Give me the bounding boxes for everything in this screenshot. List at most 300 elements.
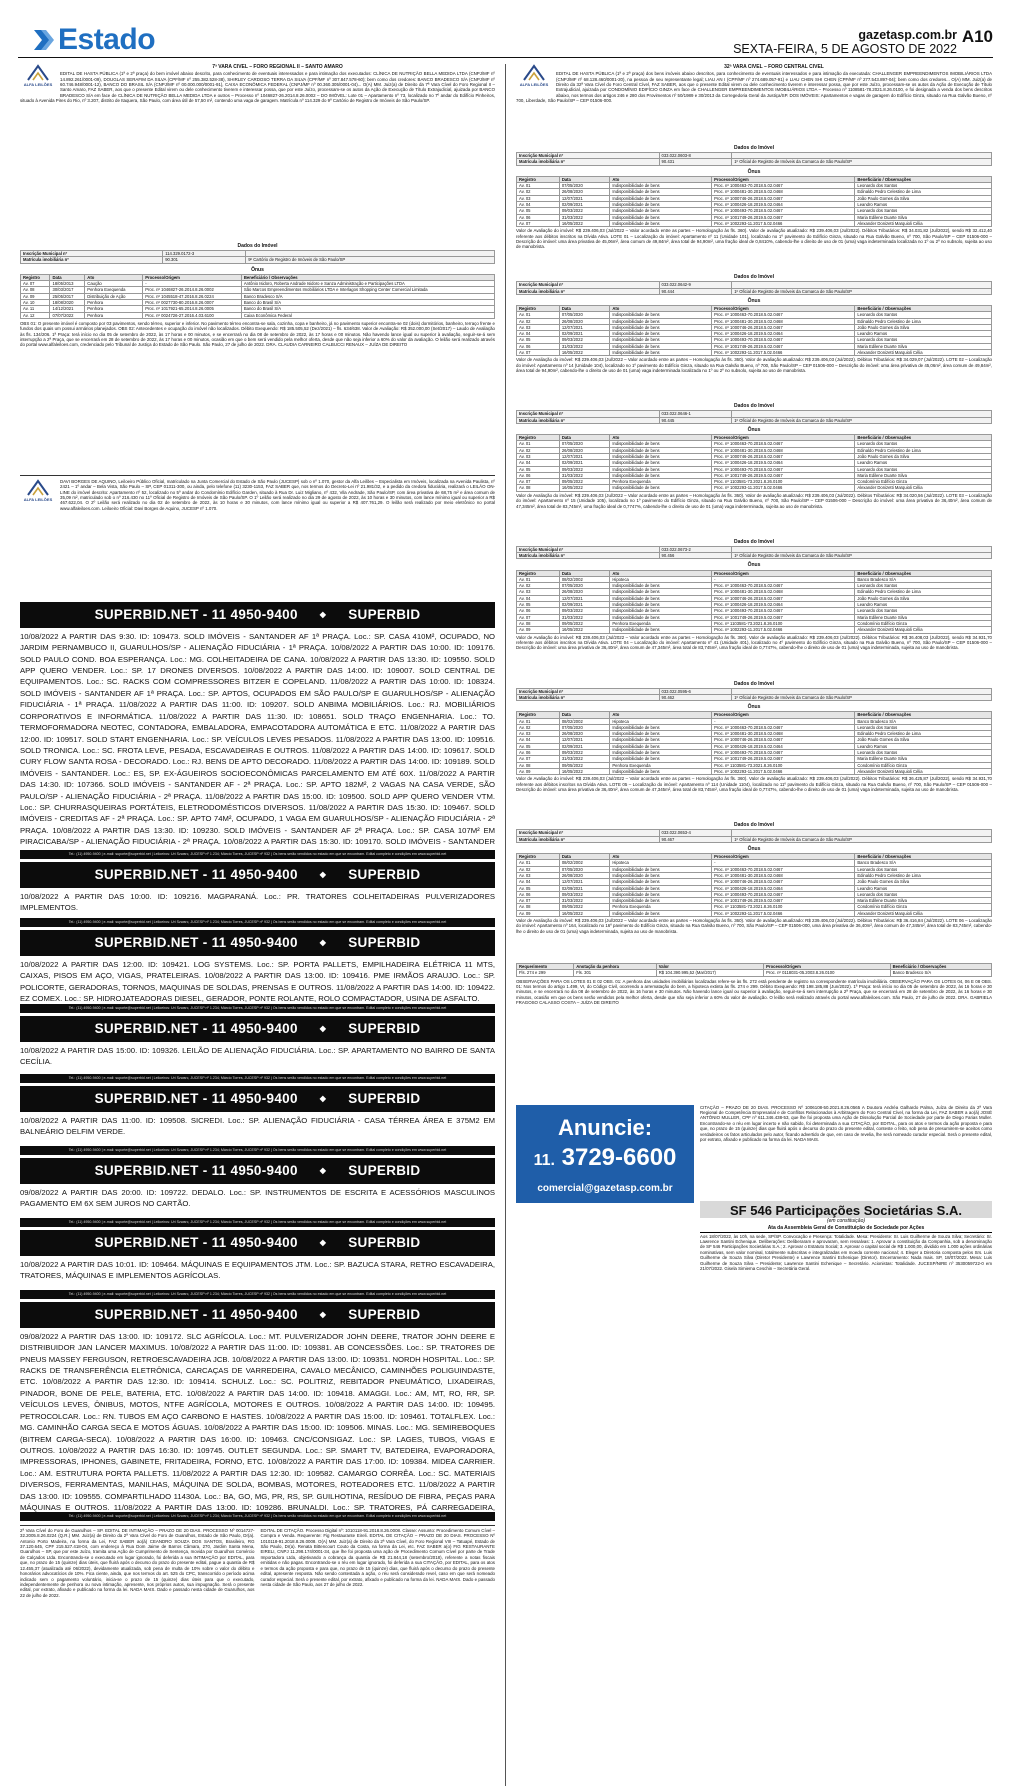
anuncie-ad[interactable]: [516, 1105, 694, 1318]
table-cell: Proc. nº 1000426-18.2019.5.02.0464: [712, 602, 855, 608]
table-cell: Proc. nº 1001749-26.2019.5.02.0467: [712, 614, 855, 620]
superbid-brand: SUPERBID: [348, 1162, 421, 1178]
superbid-ad[interactable]: [20, 1302, 495, 1521]
table-cell: 09/05/2022: [559, 479, 610, 485]
table-cell: Leonardo dos Santos: [855, 183, 992, 189]
table-cell: Indisponibilidade de bens: [610, 737, 712, 743]
notice-santo-amaro: [20, 64, 495, 240]
anuncie-box[interactable]: [516, 1105, 694, 1203]
superbid-ad[interactable]: [20, 1230, 495, 1299]
table-row: [517, 910, 992, 916]
table-cell: Av. 07: [517, 220, 560, 226]
dados-imovel-table: [516, 410, 992, 424]
matricula-value: 90.462: [659, 694, 732, 700]
onus-table: [516, 711, 992, 775]
table-cell: Proc. nº 1000493-70.2018.5.02.0467: [712, 466, 855, 472]
table-cell: Banco Bradesco S/A: [855, 860, 992, 866]
table-cell: Av. 05: [517, 208, 560, 214]
table-cell: Indisponibilidade de bens: [610, 731, 712, 737]
superbid-band[interactable]: [20, 1302, 495, 1328]
table-cell: Indisponibilidade de bens: [610, 466, 712, 472]
superbid-listing: 10/08/2022 A PARTIR DAS 12:00. ID: 109421. LOG SYSTEMS. Loc.: SP. PORTA PALLETS, EMPILHADEIRA ELÉTRICA 11 MTS, CAIXAS, PISOS EM AÇO, VIGAS, PRATELEIRAS. 10/08/2022 A PARTIR DAS 13:00. ID: 109416. PME IRMÃOS ARAUJO. Loc.: SP. POLICORTE, GERADORAS, TORNOS, MAQUINAS DE SOLDAS, PRENSAS E OUTROS. 11/08/2022 A PARTIR DAS 14:00. ID: 109422. EZ COMEX. Loc.: SP. HIDROJATEADORAS DIESEL, GERADOR, PONTE ROLANTE, ROLO COMPACTADOR, USINA DE ASFALTO.: [20, 959, 495, 1004]
dados-imovel-table: [516, 688, 992, 702]
table-cell: Av. 06: [517, 214, 560, 220]
inscricao-value: 033.022.0642-9: [659, 282, 732, 288]
table-cell: 09/03/2022: [559, 891, 610, 897]
superbid-footer: Tel.: (11) 4950-9400 | e-mail: suporte@superbid.net | Leiloeiros: Uri Szwarc, JUCESP nº 1.234; Márcio Torres, JUCESP nº 932 | Os bens serão vendidos no estado em que se encontram. Edital completo e condições em www.superbid.net: [20, 850, 495, 859]
table-cell: Proc. nº 1000493-70.2018.5.02.0467: [712, 337, 855, 343]
column-header: Processo/Origem: [712, 570, 855, 576]
table-cell: 12/07/2021: [559, 195, 610, 201]
table-cell: Condomínio Edifício Ginza: [855, 479, 992, 485]
table-cell: Proc. nº 1000493-70.2018.5.02.0467: [712, 750, 855, 756]
superbid-footer: Tel.: (11) 4950-9400 | e-mail: suporte@superbid.net | Leiloeiros: Uri Szwarc, JUCESP nº 1.234; Márcio Torres, JUCESP nº 932 | Os bens serão vendidos no estado em que se encontram. Edital completo e condições em www.superbid.net: [20, 1290, 495, 1299]
notice-body: EDITAL DE CITAÇÃO. Processo Digital nº: 1010118-91.2018.8.26.0008. Classe: Assunto: Procedimento Comum Cível – Compra e Venda. Requerente: Fig Restaurante Eireli. EDITAL DE CITAÇÃO – PRAZO DE 20 DIAS. PROCESSO Nº 1010118-91.2018.8.26.0008. O(A) MM. Juiz(a) de Direito da 2ª Vara Cível, do Foro Regional VIII – Tatuapé, Estado de São Paulo, Dr(a). Renata Bittencourt Couto da Costa, na forma da Lei, etc. FAZ SABER a(o) FIG RESTAURANTE EIRELI, CNPJ 11.298.174/0001-34, que lhe foi proposta uma ação de Procedimento Comum Cível por parte de Trade Importadora Ltda, objetivando a cobrança da quantia de R$ 21.844,18 (setembro/2018), referente a notas fiscais emitidas e não pagas. Encontrando-se o réu em lugar ignorado, foi deferida a sua CITAÇÃO, por EDITAL, para os atos e termos da ação proposta e para que, no prazo de 15 (quinze) dias, que fluirá após o decurso do prazo do presente edital, apresente resposta. Não sendo contestada a ação, o réu será considerado revel, caso em que será nomeado curador especial. Será o presente edital, por extrato, afixado e publicado na forma da lei. NADA MAIS. Dado e passado nesta cidade de São Paulo, aos 27 de julho de 2022.: [260, 1527, 495, 1587]
table-cell: Leandro Ramos: [855, 331, 992, 337]
table-cell: Fls. 274 e 299: [517, 970, 574, 976]
superbid-listing: 10/08/2022 A PARTIR DAS 15:00. ID: 109326. LEILÃO DE ALIENAÇÃO FIDUCIÁRIA. Loc.: SP. APARTAMENTO NO BAIRRO DE SANTA CECÍLIA.: [20, 1045, 495, 1067]
notice-citacao: [700, 1105, 992, 1201]
table-cell: Leonardo dos Santos: [855, 583, 992, 589]
table-cell: 31/03/2022: [559, 472, 610, 478]
table-cell: Av. 08: [517, 904, 560, 910]
table-cell: Proc. nº 1001749-26.2019.5.02.0467: [712, 756, 855, 762]
observations-text: OBS 01: O presente imóvel é composto por 03 pavimentos, sendo térreo, superior e inferior. No pavimento térreo encontra-se sala, cozinha, copa e banheiro, já no pavimento superior encontra-se 02 (dois) dormitórios, banheiro, terraço frente e fundos dos quais um possui armários planejados. OBS 02: Antecedentes e ocupação do imóvel não localizados. Débito Exequendo: R$ 185.505,52 (Dez/2021) – fls. 634/638. Valor de Avaliação: R$ 352.000,00 (Set/2017) – Laudo de Avaliação às fls. 134/206. 1ª Praça: terá início no dia 05 de setembro de 2022, às 17 horas e 00 minutos, e se encerrará no dia 08 de setembro de 2022, às 17 horas e 00 minutos. Não havendo lance igual ou superior à avaliação, seguir-se-á sem interrupção a 2ª Praça, que se encerrará em 28 de setembro de 2022, às 17 horas e 00 minutos, ocasião em que o bem será vendido pela melhor oferta, desde que não seja inferior a 60% do valor da avaliação. O leilão será realizado através do portal www.alfaleiloes.com, credenciado pelo Tribunal de Justiça do Estado de São Paulo. São Paulo, 27 de julho de 2022. DRA. CLAUDIA CARNEIRO CALBUCCI RENAUX – JUÍZA DE DIREITO: [20, 320, 495, 348]
table-cell: João Paulo Gomes da Silva: [855, 879, 992, 885]
column-header: Ato: [610, 305, 712, 311]
table-cell: 16/05/2022: [559, 485, 610, 491]
table-cell: Proc. nº 1000426-18.2019.5.02.0464: [712, 460, 855, 466]
table-cell: Indisponibilidade de bens: [610, 608, 712, 614]
sf546-subtitle: (em constituição): [826, 1218, 866, 1225]
notice-guarulhos: [20, 1528, 255, 1608]
table-cell: 26/08/2020: [559, 189, 610, 195]
superbid-band[interactable]: [20, 862, 495, 888]
table-cell: Indisponibilidade de bens: [610, 337, 712, 343]
superbid-logo-mark-icon: ◆: [319, 1165, 327, 1175]
matricula-value: 90.445: [659, 417, 732, 423]
table-cell: João Paulo Gomes da Silva: [855, 195, 992, 201]
superbid-footer: Tel.: (11) 4950-9400 | e-mail: suporte@superbid.net | Leiloeiros: Uri Szwarc, JUCESP nº 1.234; Márcio Torres, JUCESP nº 932 | Os bens serão vendidos no estado em que se encontram. Edital completo e condições em www.superbid.net: [20, 918, 495, 927]
table-cell: Av. 12: [21, 312, 50, 318]
table-row: [21, 257, 495, 263]
field-label: Matrícula imobiliária nº: [517, 836, 660, 842]
observations-text: OBSERVAÇÕES PARA OS LOTES 01 E 02 OBS. 01: A penhora das unidades imobiliárias localizadas refere-se às fls. 272 está pendente de registro na correspondente matrícula imobiliária. OBSERVAÇÃO PARA OS LOTES 04, 06 E 08 OBS. 01: Nos termos do artigo 1.499, VI, do Código Civil, ocorrendo a arrematação do bem, a hipoteca extinta às fls. 274 e 299. Débito Exequendo: R$ 198.185,88 (Jun/2022). 1ª Praça: terá início no dia 05 de setembro de 2022, às 16 horas e 30 minutos, e se encerrará no dia 08 de setembro de 2022, às 16 horas e 30 minutos. Não havendo lance igual ou superior à avaliação, seguir-se-á sem interrupção a 2ª Praça, que se encerrará em 28 de setembro de 2022, às 16 horas e 30 minutos, ocasião em que os bens serão vendidos pela melhor oferta, desde que não seja inferior a 60% do valor de avaliação. O leilão será realizado através do portal www.alfaleiloes.com. São Paulo, 27 de julho de 2022. DRA. GABRIELA FRAGOSO CALASSO COSTA – JUÍZA DE DIREITO: [516, 978, 992, 1006]
superbid-brand: SUPERBID: [348, 606, 421, 622]
table-cell: 18/08/2020: [50, 299, 85, 305]
table-cell: Av. 09: [517, 910, 560, 916]
superbid-listing: 10/08/2022 A PARTIR DAS 10:00. ID: 109216. MAGPARANÁ. Loc.: PR. TRATORES COLHEITADEIRAS PULVERIZADORES IMPLEMENTOS.: [20, 891, 495, 913]
table-cell: 12/07/2021: [559, 453, 610, 459]
column-header: Ato: [610, 854, 712, 860]
table-cell: 09/05/2022: [559, 904, 610, 910]
phone-number: 3729-6600: [561, 1144, 677, 1172]
table-cell: Indisponibilidade de bens: [610, 768, 712, 774]
table-cell: Proc. nº 1000481-30.2018.5.02.0468: [712, 872, 855, 878]
table-cell: Hipoteca: [610, 860, 712, 866]
table-cell: Av. 04: [517, 737, 560, 743]
lot-valuation: Valor de Avaliação do imóvel: R$ 239.406,03 (Jul/2022 – Valor acordado entre as partes – Homologação às fls. 360). Valor de avaliação atualizado: R$ 239.406,03 (Jul/2022). Débitos Tributários: R$ 36.425,87 (Jul/2022), sendo R$ 34.931,70 referente aos débitos inscritos na Dívida Ativa. LOTE 05 – Localização do imóvel: Apartamento nº 114 (Unidade 1104), localizado no 11º pavimento do Edifício Ginza, situado na Rua Galvão Bueno, nº 700, São Paulo/SP – CEP 01506-000 – Descrição do imóvel: uma área privativa de 36,40m², área comum de 47,345m², área total de 83,745m², uma fração ideal de 0,7747%, cabendo-lhe o direito de uso de 01 (uma) vaga indeterminada, sujeita ao uso de manobrista.: [516, 776, 992, 793]
table-cell: Av. 07: [21, 281, 50, 287]
matricula-value: 90.456: [659, 553, 732, 559]
field-label: Matrícula imobiliária nº: [517, 417, 660, 423]
table-cell: Av. 06: [517, 472, 560, 478]
column-header: Registro: [517, 176, 560, 182]
table-cell: -: [143, 281, 242, 287]
dados-imovel-title: Dados do Imóvel: [733, 822, 774, 829]
table-cell: 26/08/2020: [559, 731, 610, 737]
superbid-brand: SUPERBID: [348, 1306, 421, 1322]
table-row: [517, 836, 992, 842]
page-number: A10: [961, 27, 993, 46]
table-cell: Indisponibilidade de bens: [610, 183, 712, 189]
table-cell: Proc. nº 1002293-11.2017.5.02.0466: [712, 627, 855, 633]
table-cell: Indisponibilidade de bens: [610, 350, 712, 356]
right-bottom: [516, 1105, 992, 1318]
table-cell: 31/03/2022: [559, 614, 610, 620]
site-url[interactable]: gazetasp.com.br: [858, 28, 957, 42]
onus-title: Ônus: [747, 427, 761, 433]
table-cell: Condomínio Edifício Ginza: [855, 904, 992, 910]
table-cell: Indisponibilidade de bens: [610, 627, 712, 633]
table-cell: Av. 03: [517, 453, 560, 459]
superbid-footer: Tel.: (11) 4950-9400 | e-mail: suporte@superbid.net | Leiloeiros: Uri Szwarc, JUCESP nº 1.234; Márcio Torres, JUCESP nº 932 | Os bens serão vendidos no estado em que se encontram. Edital completo e condições em www.superbid.net: [20, 1146, 495, 1155]
table-cell: Proc. nº 1001749-26.2019.5.02.0467: [712, 343, 855, 349]
section-title: Estado: [58, 23, 156, 56]
table-cell: Indisponibilidade de bens: [610, 460, 712, 466]
column-header: Processo/Origem: [712, 435, 855, 441]
column-header: Registro: [517, 854, 560, 860]
table-cell: Proc. nº 1000463-70.2018.5.02.0467: [712, 583, 855, 589]
table-cell: Av. 04: [517, 201, 560, 207]
superbid-ad[interactable]: [20, 602, 495, 859]
alfa-leiloes-logo: [516, 64, 552, 94]
superbid-band[interactable]: [20, 602, 495, 628]
right-bottom-notices: [700, 1105, 992, 1318]
table-cell: João Paulo Gomes da Silva: [855, 737, 992, 743]
superbid-brand: SUPERBID: [348, 1234, 421, 1250]
superbid-band-text: SUPERBID.NET - 11 4950-9400: [94, 934, 298, 950]
table-cell: Av. 06: [517, 343, 560, 349]
field-label: Inscrição Municipal nº: [21, 251, 163, 257]
column-header: Processo/Origem: [712, 176, 855, 182]
table-row: [517, 553, 992, 559]
lot-block: [516, 145, 992, 271]
table-cell: R$ 104.390.995,52 (Mar/2017): [656, 970, 763, 976]
table-cell: Indisponibilidade de bens: [610, 589, 712, 595]
table-cell: Maria Edilene Duarte Silva: [855, 898, 992, 904]
table-cell: Av. 06: [517, 608, 560, 614]
dados-imovel-title: Dados do Imóvel: [733, 680, 774, 687]
table-cell: 08/02/2002: [559, 718, 610, 724]
table-cell: -: [712, 860, 855, 866]
table-cell: Alexander Donizetti Marquioli Célia: [855, 350, 992, 356]
table-cell: 12/07/2021: [559, 879, 610, 885]
table-cell: Indisponibilidade de bens: [610, 485, 712, 491]
field-value: 90.301: [163, 257, 246, 263]
table-cell: Proc. nº 1000746-26.2018.5.02.0467: [712, 453, 855, 459]
table-cell: Indisponibilidade de bens: [610, 220, 712, 226]
superbid-ad[interactable]: [20, 930, 495, 1013]
table-cell: Indisponibilidade de bens: [610, 331, 712, 337]
notice-davi-borges: [20, 479, 495, 596]
superbid-band[interactable]: [20, 930, 495, 956]
superbid-logo-mark-icon: ◆: [319, 1093, 327, 1103]
table-cell: Av. 04: [517, 879, 560, 885]
table-cell: Leonardo dos Santos: [855, 891, 992, 897]
column-header: Beneficiário / Observações: [890, 964, 991, 970]
table-row: [517, 768, 992, 774]
table-cell: 09/05/2022: [559, 620, 610, 626]
alfa-leiloes-mark-icon: [522, 64, 546, 82]
divider: [20, 475, 495, 476]
table-cell: Penhora Exequenda: [610, 904, 712, 910]
table-cell: Av. 02: [517, 583, 560, 589]
superbid-brand: SUPERBID: [348, 866, 421, 882]
column-header: Ato: [610, 570, 712, 576]
superbid-ad[interactable]: [20, 1158, 495, 1227]
table-cell: Antônio Isidoro, Roberta Andrade Isidoro e Sanza Administração e Participações LTDA: [241, 281, 494, 287]
table-cell: Av. 02: [517, 447, 560, 453]
table-cell: Proc. nº 1002293-11.2017.5.02.0466: [712, 350, 855, 356]
superbid-band[interactable]: [20, 1016, 495, 1042]
table-cell: Alexander Donizetti Marquioli Célia: [855, 220, 992, 226]
table-cell: 07/05/2020: [559, 583, 610, 589]
superbid-ad[interactable]: [20, 1016, 495, 1083]
table-cell: Proc. nº 1103581-73.2021.8.26.0100: [712, 762, 855, 768]
onus-title: Ônus: [747, 845, 761, 852]
table-cell: Indisponibilidade de bens: [610, 201, 712, 207]
table-cell: Proc. nº 1000746-26.2018.5.02.0467: [712, 879, 855, 885]
table-cell: Proc. nº 1000746-26.2018.5.02.0467: [712, 195, 855, 201]
superbid-ads: [20, 602, 495, 1521]
table-cell: Alexander Donizetti Marquioli Célia: [855, 627, 992, 633]
table-cell: 02/09/2021: [559, 885, 610, 891]
table-cell: 26/08/2020: [559, 318, 610, 324]
table-cell: Av. 05: [517, 885, 560, 891]
table-cell: Condomínio Edifício Ginza: [855, 620, 992, 626]
table-cell: 31/03/2022: [559, 756, 610, 762]
left-column: [20, 64, 495, 1608]
table-cell: Proc. nº 1000463-70.2018.5.02.0467: [712, 441, 855, 447]
superbid-ad[interactable]: [20, 862, 495, 927]
field-label: Matrícula imobiliária nº: [517, 553, 660, 559]
column-header: Data: [559, 305, 610, 311]
table-cell: 09/05/2022: [559, 762, 610, 768]
table-cell: Proc. nº 0118031-05.2003.8.26.0100: [764, 970, 890, 976]
column-header: Data: [50, 274, 85, 280]
table-cell: Av. 03: [517, 731, 560, 737]
superbid-listing: 10/08/2022 A PARTIR DAS 10:01. ID: 109464. MÁQUINAS E EQUIPAMENTOS JTM. Loc.: SP. BAZUCA STARA, RETRO ESCAVADEIRA, TRATORES, MÁQUINAS E IMPLEMENTOS AGRÍCOLAS.: [20, 1259, 495, 1281]
field-label: Matrícula imobiliária nº: [21, 257, 163, 263]
table-cell: Av. 09: [517, 627, 560, 633]
table-cell: Indisponibilidade de bens: [610, 743, 712, 749]
table-cell: Hipoteca: [610, 576, 712, 582]
table-cell: Edinaldo Pedro Celestino de Lima: [855, 447, 992, 453]
table-cell: Proc. nº 1000493-70.2018.5.02.0467: [712, 608, 855, 614]
table-cell: Av. 02: [517, 189, 560, 195]
table-cell: Proc. nº 1000463-70.2018.5.02.0467: [712, 724, 855, 730]
table-cell: Banco Bradesco S/A: [890, 970, 991, 976]
table-cell: Indisponibilidade de bens: [610, 343, 712, 349]
table-cell: Av. 09: [21, 293, 50, 299]
table-cell: Proc. nº 1000426-18.2019.5.02.0464: [712, 743, 855, 749]
alfa-leiloes-name: ALFA LEILÕES: [519, 82, 549, 88]
table-cell: Proc. nº 1001749-26.2019.5.02.0467: [712, 214, 855, 220]
table-cell: Edinaldo Pedro Celestino de Lima: [855, 731, 992, 737]
table-cell: Proc. nº 1000481-30.2018.5.02.0468: [712, 318, 855, 324]
table-cell: Indisponibilidade de bens: [610, 724, 712, 730]
table-row: [517, 288, 992, 294]
superbid-band[interactable]: [20, 1086, 495, 1112]
table-cell: Indisponibilidade de bens: [610, 208, 712, 214]
table-cell: João Paulo Gomes da Silva: [855, 453, 992, 459]
table-cell: Leonardo dos Santos: [855, 312, 992, 318]
table-cell: Proc. nº 1002293-11.2017.5.02.0466: [712, 910, 855, 916]
onus-title: Ônus: [747, 704, 761, 711]
superbid-ad[interactable]: [20, 1086, 495, 1155]
onus-table: [516, 305, 992, 356]
table-row: [517, 485, 992, 491]
notice-body: 2ª Vara Cível do Foro de Guarulhos – SP. EDITAL DE INTIMAÇÃO – PRAZO DE 20 DIAS. PROCESSO Nº 0014727-32.2005.8.26.0224 (Q.R.) MM. Juiz(a) de Direito da 2ª Vara Cível do Foro de Guarulhos, Estado de São Paulo, Dr(a). Antonio Porto Madeira, na forma da Lei, FAZ SABER ao(à) CEANDRO SOUZA DOS SANTOS, Brasileiro, RG 37.120.645, CPF 215.527.418-04, com endereço à Rua Dom Jaime de Barros Câmara, 270, Jardim Santa Mena, Guarulhos – SP, que por este Juízo, tramita uma Ação de Cumprimento de Sentença, movida por Guarulhos Comércio de Calçados Ltda. Encontrando-se o executado em lugar ignorado, foi deferida a sua INTIMAÇÃO por EDITAL, para que, no prazo de 15 (quinze) dias úteis, que fluirá após o decurso do prazo do presente edital, pague a quantia de R$ 12.455,37 (atualizada até 06/2022), devidamente atualizada, sob pena de multa de 10% sobre o valor do débito e honorários advocatícios de 10%. Fica ciente, ainda, que nos termos do art. 525 do CPC, transcorrido o período acima indicado sem o pagamento voluntário, inicia-se o prazo de 15 (quinze) dias úteis para que o executado, independentemente de penhora ou nova intimação, apresente, nos próprios autos, sua impugnação. Será o presente edital, por extrato, afixado e publicado na forma da lei. NADA MAIS. Dado e passado nesta cidade de Guarulhos, aos 22 de julho de 2022.: [20, 1527, 255, 1598]
table-cell: Edinaldo Pedro Celestino de Lima: [855, 872, 992, 878]
lot-valuation: Valor de Avaliação do imóvel: R$ 239.406,03 (Jul/2022 – Valor acordado entre as partes – Homologação às fls. 360). Valor de avaliação atualizado: R$ 239.406,03 (Jul/2022). Débitos Tributários: R$ 36.408,03 (Jul/2022), sendo R$ 34.931,70 referente aos débitos inscritos na Dívida Ativa. LOTE 04 – Localização do imóvel: Apartamento nº 41 (Unidade 401), localizado no 4º pavimento do Edifício Ginza, situado na Rua Galvão Bueno, nº 700, São Paulo/SP – CEP 01506-000 – Descrição do imóvel: uma área privativa de 36,40m², área comum de 47,345m², área total de 83,745m², uma fração ideal de 0,7747%, cabendo-lhe o direito de uso de 01 (uma) vaga indeterminada, sujeita ao uso de manobrista.: [516, 634, 992, 651]
table-cell: Edinaldo Pedro Celestino de Lima: [855, 589, 992, 595]
table-cell: Indisponibilidade de bens: [610, 891, 712, 897]
column-header: Beneficiário / Observações: [855, 712, 992, 718]
table-cell: Indisponibilidade de bens: [610, 879, 712, 885]
superbid-band-text: SUPERBID.NET - 11 4950-9400: [94, 866, 298, 882]
table-cell: 09/03/2022: [559, 608, 610, 614]
onus-table: [516, 570, 992, 634]
table-cell: Proc. nº 1103581-73.2021.8.26.0100: [712, 620, 855, 626]
table-cell: Banco Bradesco S/A: [241, 293, 494, 299]
column-header: Processo/Origem: [143, 274, 242, 280]
table-cell: Indisponibilidade de bens: [610, 312, 712, 318]
table-cell: 18/05/2013: [50, 281, 85, 287]
oficio-value: 1º Oficial de Registro de Imóveis da Comarca de São Paulo/SP: [732, 417, 992, 423]
divider: [20, 1525, 495, 1526]
oficio-value: 1º Oficial de Registro de Imóveis da Comarca de São Paulo/SP: [732, 553, 992, 559]
notice-foro-central: [516, 64, 992, 142]
table-cell: 16/05/2022: [559, 768, 610, 774]
table-cell: 02/09/2021: [559, 602, 610, 608]
dados-imovel-title: Dados do Imóvel: [733, 145, 774, 151]
table-cell: Indisponibilidade de bens: [610, 595, 712, 601]
column-header: Data: [559, 435, 610, 441]
table-cell: Av. 01: [517, 441, 560, 447]
table-cell: Indisponibilidade de bens: [610, 447, 712, 453]
table-cell: 07/05/2020: [559, 312, 610, 318]
onus-table: [516, 434, 992, 492]
anuncie-email[interactable]: comercial@gazetasp.com.br: [537, 1182, 673, 1194]
table-row: [517, 417, 992, 423]
table-row: [21, 312, 495, 318]
superbid-logo-mark-icon: ◆: [319, 937, 327, 947]
table-cell: -: [712, 718, 855, 724]
table-cell: Hipoteca: [610, 718, 712, 724]
table-cell: Indisponibilidade de bens: [610, 885, 712, 891]
superbid-band[interactable]: [20, 1158, 495, 1184]
table-cell: João Paulo Gomes da Silva: [855, 324, 992, 330]
table-cell: Indisponibilidade de bens: [610, 872, 712, 878]
table-cell: Indisponibilidade de bens: [610, 898, 712, 904]
notice-body: EDITAL DE HASTA PÚBLICA (1ª e 2ª praça) dos bens imóveis abaixo descritos, para conhecimento de eventuais interessados e para intimação da executada: CHALLENGER EMPREENDIMENTOS IMOBILIÁRIOS LTDA (CNPJ/MF nº 68.128.460/0001-20), na pessoa de seu representante legal; LIAU AN I (CPF/MF nº 274.689.057-91) e LIAU CHEN SHI CHEN (CPF/MF nº 277.543.897-04); bem como dos credores... O(A) MM. Juiz(a) de Direito da 32ª Vara Cível do Foro Central Cível, FAZ SABER, aos que o presente Edital virem ou dele conhecimento tiverem e interessar possa, que por este Juízo, processam-se os autos da Ação de Execução de Título Extrajudicial, ajuizada por CONDOMÍNIO EDIFÍCIO GINZA em face de CHALLENGER EMPREENDIMENTOS IMOBILIÁRIOS LTDA – Processo nº 1108581-78.2021.8.26.0100, e foi designada a venda dos bens descritos abaixo, nos termos dos artigos 246 e 280 dos Provimentos nº 50/1989 e 30/2013 da Corregedoria Geral da Justiça/SP. DOS IMÓVEIS: Apartamentos e vagas de garagem do Edifício Ginza, situado na Rua Galvão Bueno, nº 700, Liberdade, São Paulo/SP – CEP 01506-000.: [516, 71, 992, 104]
notice-body: DAVI BORGES DE AQUINO, Leiloeiro Público Oficial, matriculado na Junta Comercial do Estado de São Paulo (JUCESP) sob o nº 1.070, gestor da Alfa Leilões – Especialista em Imóveis, localizada na Avenida Paulista, nº 2421 – 1º andar – Bela Vista, São Paulo – SP, CEP 01311-300, ou ainda, pelo telefone (11) 3230-1153, FAZ SABER que, nos termos do Decreto-Lei nº 21.981/32, e a pedido da credora fiduciária, realizará o LEILÃO ON-LINE do imóvel descrito: Apartamento nº 52, localizado no 5º andar do Condomínio Edifício Garden, situado à Rua Dr. Luiz Migliano, nº 432, Vila Andrade, São Paulo/SP, com área privativa de 68,75 m² e área comum de 35,09 m², matriculado sob o nº 216.430 no 11º Oficial de Registro de Imóveis de São Paulo/SP. O 1º Leilão será realizado no dia 29 de agosto de 2022, às 10 horas e 30 minutos, com lance mínimo igual ou superior a R$ 467.622,04. O 2º Leilão será realizado no dia 02 de setembro de 2022, às 10 horas e 30 minutos, com lance mínimo igual ou superior a R$ 407.761,29. O leilão será realizado por meio eletrônico no portal www.alfaleiloes.com. Leiloeiro Oficial: Davi Borges de Aquino, JUCESP nº 1.070.: [60, 478, 495, 511]
table-cell: Leonardo dos Santos: [855, 466, 992, 472]
right-column: [516, 64, 992, 1318]
lots-list: [516, 145, 992, 961]
table-cell: 12/07/2021: [559, 324, 610, 330]
table-row: [517, 627, 992, 633]
onus-table: [20, 274, 495, 319]
inscricao-value: 033.022.0595-6: [659, 688, 732, 694]
notice-citacao-tatuape: [261, 1528, 496, 1608]
table-cell: Leonardo dos Santos: [855, 208, 992, 214]
table-cell: Proc. nº 1000426-18.2019.5.02.0464: [712, 201, 855, 207]
column-header: Registro: [517, 305, 560, 311]
dados-imovel-table: [516, 152, 992, 166]
table-cell: Penhora Exequenda: [610, 620, 712, 626]
table-cell: Proc. nº 1000426-18.2019.5.02.0464: [712, 885, 855, 891]
field-label: Inscrição Municipal nº: [517, 688, 660, 694]
oficio-value: 1º Oficial de Registro de Imóveis da Comarca de São Paulo/SP: [732, 694, 992, 700]
superbid-band[interactable]: [20, 1230, 495, 1256]
superbid-band-text: SUPERBID.NET - 11 4950-9400: [94, 1306, 298, 1322]
column-header: Processo/Origem: [712, 854, 855, 860]
column-header: Registro: [517, 712, 560, 718]
table-cell: 26/08/2020: [559, 872, 610, 878]
table-cell: Av. 07: [517, 756, 560, 762]
field-value: 114.329.0172-3: [163, 251, 246, 257]
notice-body: CITAÇÃO – PRAZO DE 20 DIAS. PROCESSO Nº 1006108-50.2021.8.26.0565 A Doutora Andréa Galhardo Palma, Juíza de Direito da 2ª Vara Regional de Competência Empresarial e de Conflitos Relacionados à Arbitragem do Foro Central Cível, na forma da Lei, FAZ SABER a ao(à) JOSÉ ANTÔNIO MULLER, CPF nº 611.346.438-53, que lhe foi proposta uma Ação de Dissolução Parcial de Sociedade por parte de Diego Farias Muller. Encontrando-se o réu em lugar incerto e não sabido, foi determinada a sua CITAÇÃO, por EDITAL, para os atos e termos da ação proposta e para que, no prazo de 15 (quinze) dias que fluirá após o decurso do prazo do presente edital, conteste o feito, sob pena de presumirem-se aceitos como verdadeiros os fatos articulados pelo autor, ficando advertido de que, em caso de revelia, lhe será nomeado curador especial. Será o presente edital, por extrato, afixado e publicado na forma da lei. NADA MAIS.: [700, 1104, 992, 1143]
field-extra: 9º Cartório de Registro de Imóveis de São Paulo/SP: [246, 257, 495, 263]
table-cell: Av. 07: [517, 350, 560, 356]
table-cell: Proc. nº 1000746-26.2018.5.02.0467: [712, 595, 855, 601]
table-cell: Proc. nº 1000493-70.2018.5.02.0467: [712, 208, 855, 214]
anuncie-word: Anuncie:: [557, 1114, 653, 1140]
superbid-listing: 10/08/2022 A PARTIR DAS 11:00. ID: 109508. SICREDI. Loc.: SP. ALIENAÇÃO FIDUCIÁRIA - CASA TÉRREA ÁREA E 375M2 EM BALNEÁRIO DELFIM VERDE.: [20, 1115, 495, 1137]
table-cell: 02/09/2021: [559, 201, 610, 207]
table-cell: 02/09/2021: [559, 331, 610, 337]
table-cell: Banco do Brasil S/A: [241, 299, 494, 305]
alfa-leiloes-name: ALFA LEILÕES: [23, 82, 53, 88]
field-label: Inscrição Municipal nº: [517, 153, 660, 159]
onus-table: [516, 853, 992, 917]
column-header: Registro: [517, 435, 560, 441]
oficio-value: 1º Oficial de Registro de Imóveis da Comarca de São Paulo/SP: [732, 288, 992, 294]
lot-block: [516, 403, 992, 535]
notice-body: EDITAL DE HASTA PÚBLICA (1ª e 2ª praça) do bem imóvel abaixo descrito, para conhecimento de eventuais interessados e para intimação dos executados: CLÍNICA DE NUTRIÇÃO BELLA MEDIDA LTDA (CNPJ/MF nº 14.892.261/0001-09), DOUGLAS SERAFIM DA SILVA (CPF/MF nº 255.382.528-38), SHIRLEY CARDOSO TERRA DA SILVA (CPF/MF nº 307.847.578-60); bem como dos credores: BANCO BRADESCO S/A (CNPJ/MF nº 60.746.948/0001-12), BANCO DO BRASIL S/A (CNPJ/MF nº 00.000.000/0001-91), CAIXA ECONÔMICA FEDERAL (CNPJ/MF nº 00.360.305/0001-04)... O(A) MM. Juiz(a) de Direito da 7ª Vara Cível do Foro Regional II – Santo Amaro, FAZ SABER, aos que o presente Edital virem ou dele conhecimento tiverem e interessar possa, que por este Juízo, processam-se os autos da Ação de Execução de Título Extrajudicial, ajuizada por BANCO BRADESCO S/A em face de CLÍNICA DE NUTRIÇÃO BELLA MEDIDA LTDA e outros – Processo nº 1046827-26.2014.8.26.0002 – DO IMÓVEL: Lote 01 – Apartamento nº 73, localizado no 7º andar do Edifício Pinheiros, situado à Avenida Pires do Rio, nº 3.207, distrito de Itaquera, São Paulo, com área útil de 57,50 m², contendo uma vaga de garagem. Matrícula nº 114.329 do 9º Cartório de Registro de Imóveis de São Paulo/SP.: [20, 71, 495, 104]
table-cell: Proc. nº 1000481-30.2018.5.02.0468: [712, 589, 855, 595]
table-row: [517, 350, 992, 356]
table-cell: Av. 05: [517, 337, 560, 343]
lot-block: [516, 274, 992, 400]
lot-valuation: Valor de Avaliação do imóvel: R$ 239.406,03 (Jul/2022 – Valor acordado entre as partes – Homologação às fls. 360). Valor de avaliação atualizado: R$ 239.406,03 (Jul/2022). Débitos Tributários: R$ 36.416,84 (Jul/2022). LOTE 06 – Localização do imóvel: Apartamento nº 164, localizado no 16º pavimento do Edifício Ginza, situado na Rua Galvão Bueno, nº 700, São Paulo/SP – CEP 01506-000, uma área privativa de 36,40m², área comum de 47,345m², área total de 83,745m², cabendo-lhe o direito de uso de 01 (uma) vaga indeterminada, sujeita ao uso de manobrista.: [516, 918, 992, 934]
table-cell: 08/02/2002: [559, 576, 610, 582]
superbid-band-text: SUPERBID.NET - 11 4950-9400: [94, 1162, 298, 1178]
superbid-footer: Tel.: (11) 4950-9400 | e-mail: suporte@superbid.net | Leiloeiros: Uri Szwarc, JUCESP nº 1.234; Márcio Torres, JUCESP nº 932 | Os bens serão vendidos no estado em que se encontram. Edital completo e condições em www.superbid.net: [20, 1074, 495, 1083]
column-header: Beneficiário / Observações: [855, 176, 992, 182]
table-cell: 30/03/2017: [50, 287, 85, 293]
dados-imovel-table: [516, 546, 992, 560]
column-header: Data: [559, 570, 610, 576]
column-header: Processo/Origem: [764, 964, 890, 970]
table-cell: Penhora: [85, 312, 143, 318]
column-header: Registro: [21, 274, 50, 280]
table-cell: Av. 02: [517, 724, 560, 730]
table-cell: Maria Edilene Duarte Silva: [855, 472, 992, 478]
